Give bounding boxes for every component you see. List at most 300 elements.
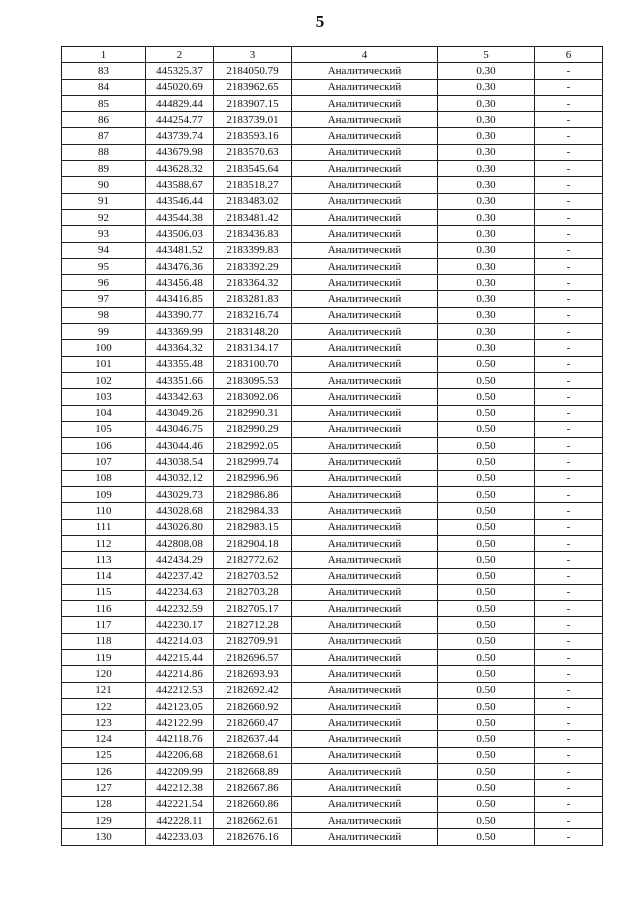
x-coordinate-cell: 442234.63 [146, 584, 214, 600]
description-cell: - [535, 209, 603, 225]
point-number-cell: 87 [62, 128, 146, 144]
table-row [62, 584, 603, 600]
table-row [62, 487, 603, 503]
description-cell: - [535, 796, 603, 812]
x-coordinate-cell: 442214.03 [146, 633, 214, 649]
method-cell: Аналитический [292, 731, 438, 747]
y-coordinate-cell: 2183095.53 [214, 372, 292, 388]
accuracy-cell: 0.50 [438, 405, 535, 421]
table-row [62, 307, 603, 323]
table-row [62, 193, 603, 209]
x-coordinate-cell: 443588.67 [146, 177, 214, 193]
accuracy-cell: 0.50 [438, 812, 535, 828]
accuracy-cell: 0.30 [438, 242, 535, 258]
description-cell: - [535, 128, 603, 144]
table-row [62, 454, 603, 470]
x-coordinate-cell: 442434.29 [146, 552, 214, 568]
x-coordinate-cell: 442808.08 [146, 535, 214, 551]
y-coordinate-cell: 2183518.27 [214, 177, 292, 193]
point-number-cell: 118 [62, 633, 146, 649]
table-row [62, 340, 603, 356]
point-number-cell: 124 [62, 731, 146, 747]
x-coordinate-cell: 445020.69 [146, 79, 214, 95]
y-coordinate-cell: 2182668.61 [214, 747, 292, 763]
page-number: 5 [315, 12, 325, 31]
y-coordinate-cell: 2182990.29 [214, 421, 292, 437]
description-cell: - [535, 144, 603, 160]
accuracy-cell: 0.50 [438, 503, 535, 519]
method-cell: Аналитический [292, 715, 438, 731]
table-row [62, 698, 603, 714]
x-coordinate-cell: 442122.99 [146, 715, 214, 731]
accuracy-cell: 0.50 [438, 552, 535, 568]
point-number-cell: 85 [62, 95, 146, 111]
y-coordinate-cell: 2183134.17 [214, 340, 292, 356]
table-row [62, 389, 603, 405]
x-coordinate-cell: 443506.03 [146, 226, 214, 242]
point-number-cell: 84 [62, 79, 146, 95]
description-cell: - [535, 633, 603, 649]
description-cell: - [535, 161, 603, 177]
y-coordinate-cell: 2182705.17 [214, 601, 292, 617]
y-coordinate-cell: 2183483.02 [214, 193, 292, 209]
description-cell: - [535, 389, 603, 405]
table-row [62, 747, 603, 763]
method-cell: Аналитический [292, 324, 438, 340]
y-coordinate-cell: 2183962.65 [214, 79, 292, 95]
table-row [62, 226, 603, 242]
y-coordinate-cell: 2182692.42 [214, 682, 292, 698]
point-number-cell: 113 [62, 552, 146, 568]
accuracy-cell: 0.50 [438, 829, 535, 845]
x-coordinate-cell: 443628.32 [146, 161, 214, 177]
description-cell: - [535, 470, 603, 486]
table-row [62, 242, 603, 258]
table-row [62, 503, 603, 519]
accuracy-cell: 0.30 [438, 63, 535, 79]
description-cell: - [535, 780, 603, 796]
table-row [62, 421, 603, 437]
method-cell: Аналитический [292, 796, 438, 812]
accuracy-cell: 0.50 [438, 568, 535, 584]
point-number-cell: 93 [62, 226, 146, 242]
method-cell: Аналитический [292, 389, 438, 405]
y-coordinate-cell: 2183392.29 [214, 258, 292, 274]
accuracy-cell: 0.50 [438, 454, 535, 470]
x-coordinate-cell: 443369.99 [146, 324, 214, 340]
accuracy-cell: 0.50 [438, 438, 535, 454]
accuracy-cell: 0.30 [438, 307, 535, 323]
description-cell: - [535, 112, 603, 128]
accuracy-cell: 0.50 [438, 372, 535, 388]
x-coordinate-cell: 442212.53 [146, 682, 214, 698]
point-number-cell: 116 [62, 601, 146, 617]
table-row [62, 209, 603, 225]
table-row [62, 715, 603, 731]
column-header-6: 6 [535, 47, 603, 63]
point-number-cell: 91 [62, 193, 146, 209]
accuracy-cell: 0.30 [438, 275, 535, 291]
y-coordinate-cell: 2182999.74 [214, 454, 292, 470]
point-number-cell: 106 [62, 438, 146, 454]
description-cell: - [535, 747, 603, 763]
x-coordinate-cell: 442221.54 [146, 796, 214, 812]
point-number-cell: 128 [62, 796, 146, 812]
x-coordinate-cell: 443038.54 [146, 454, 214, 470]
description-cell: - [535, 552, 603, 568]
method-cell: Аналитический [292, 568, 438, 584]
table-row [62, 372, 603, 388]
method-cell: Аналитический [292, 535, 438, 551]
x-coordinate-cell: 442232.59 [146, 601, 214, 617]
description-cell: - [535, 226, 603, 242]
accuracy-cell: 0.50 [438, 747, 535, 763]
y-coordinate-cell: 2182668.89 [214, 764, 292, 780]
table-row [62, 780, 603, 796]
table-row [62, 275, 603, 291]
description-cell: - [535, 340, 603, 356]
table-row [62, 291, 603, 307]
description-cell: - [535, 307, 603, 323]
description-cell: - [535, 535, 603, 551]
accuracy-cell: 0.50 [438, 649, 535, 665]
x-coordinate-cell: 443456.48 [146, 275, 214, 291]
description-cell: - [535, 95, 603, 111]
y-coordinate-cell: 2183148.20 [214, 324, 292, 340]
y-coordinate-cell: 2183281.83 [214, 291, 292, 307]
accuracy-cell: 0.50 [438, 764, 535, 780]
description-cell: - [535, 715, 603, 731]
x-coordinate-cell: 442118.76 [146, 731, 214, 747]
description-cell: - [535, 601, 603, 617]
accuracy-cell: 0.30 [438, 177, 535, 193]
description-cell: - [535, 275, 603, 291]
method-cell: Аналитический [292, 633, 438, 649]
accuracy-cell: 0.30 [438, 193, 535, 209]
method-cell: Аналитический [292, 747, 438, 763]
x-coordinate-cell: 443355.48 [146, 356, 214, 372]
point-number-cell: 111 [62, 519, 146, 535]
method-cell: Аналитический [292, 193, 438, 209]
coordinates-table [61, 46, 603, 846]
method-cell: Аналитический [292, 780, 438, 796]
accuracy-cell: 0.30 [438, 79, 535, 95]
x-coordinate-cell: 444254.77 [146, 112, 214, 128]
y-coordinate-cell: 2183593.16 [214, 128, 292, 144]
method-cell: Аналитический [292, 584, 438, 600]
table-row [62, 552, 603, 568]
point-number-cell: 119 [62, 649, 146, 665]
y-coordinate-cell: 2182996.96 [214, 470, 292, 486]
y-coordinate-cell: 2182662.61 [214, 812, 292, 828]
y-coordinate-cell: 2182667.86 [214, 780, 292, 796]
point-number-cell: 100 [62, 340, 146, 356]
point-number-cell: 123 [62, 715, 146, 731]
x-coordinate-cell: 442230.17 [146, 617, 214, 633]
point-number-cell: 115 [62, 584, 146, 600]
description-cell: - [535, 812, 603, 828]
description-cell: - [535, 519, 603, 535]
point-number-cell: 125 [62, 747, 146, 763]
point-number-cell: 122 [62, 698, 146, 714]
description-cell: - [535, 764, 603, 780]
method-cell: Аналитический [292, 764, 438, 780]
y-coordinate-cell: 2182696.57 [214, 649, 292, 665]
x-coordinate-cell: 443476.36 [146, 258, 214, 274]
x-coordinate-cell: 444829.44 [146, 95, 214, 111]
table-row [62, 161, 603, 177]
x-coordinate-cell: 443390.77 [146, 307, 214, 323]
table-row [62, 601, 603, 617]
table-row [62, 682, 603, 698]
y-coordinate-cell: 2182772.62 [214, 552, 292, 568]
x-coordinate-cell: 443049.26 [146, 405, 214, 421]
column-header-5: 5 [438, 47, 535, 63]
y-coordinate-cell: 2182660.92 [214, 698, 292, 714]
accuracy-cell: 0.50 [438, 698, 535, 714]
column-header-3: 3 [214, 47, 292, 63]
method-cell: Аналитический [292, 63, 438, 79]
accuracy-cell: 0.50 [438, 780, 535, 796]
method-cell: Аналитический [292, 470, 438, 486]
x-coordinate-cell: 443416.85 [146, 291, 214, 307]
table-row [62, 63, 603, 79]
x-coordinate-cell: 442123.05 [146, 698, 214, 714]
description-cell: - [535, 405, 603, 421]
point-number-cell: 103 [62, 389, 146, 405]
table-row [62, 764, 603, 780]
column-header-4: 4 [292, 47, 438, 63]
y-coordinate-cell: 2183907.15 [214, 95, 292, 111]
x-coordinate-cell: 442206.68 [146, 747, 214, 763]
y-coordinate-cell: 2183739.01 [214, 112, 292, 128]
y-coordinate-cell: 2183100.70 [214, 356, 292, 372]
x-coordinate-cell: 443044.46 [146, 438, 214, 454]
x-coordinate-cell: 442233.03 [146, 829, 214, 845]
point-number-cell: 117 [62, 617, 146, 633]
method-cell: Аналитический [292, 177, 438, 193]
table-row [62, 79, 603, 95]
point-number-cell: 120 [62, 666, 146, 682]
description-cell: - [535, 356, 603, 372]
y-coordinate-cell: 2182676.16 [214, 829, 292, 845]
table-row [62, 405, 603, 421]
y-coordinate-cell: 2182709.91 [214, 633, 292, 649]
y-coordinate-cell: 2182904.18 [214, 535, 292, 551]
y-coordinate-cell: 2182986.86 [214, 487, 292, 503]
table-row [62, 617, 603, 633]
column-header-2: 2 [146, 47, 214, 63]
method-cell: Аналитический [292, 666, 438, 682]
accuracy-cell: 0.50 [438, 666, 535, 682]
accuracy-cell: 0.30 [438, 340, 535, 356]
description-cell: - [535, 258, 603, 274]
accuracy-cell: 0.50 [438, 519, 535, 535]
y-coordinate-cell: 2184050.79 [214, 63, 292, 79]
method-cell: Аналитический [292, 421, 438, 437]
method-cell: Аналитический [292, 275, 438, 291]
description-cell: - [535, 438, 603, 454]
method-cell: Аналитический [292, 372, 438, 388]
x-coordinate-cell: 442228.11 [146, 812, 214, 828]
x-coordinate-cell: 443029.73 [146, 487, 214, 503]
y-coordinate-cell: 2182703.28 [214, 584, 292, 600]
method-cell: Аналитический [292, 79, 438, 95]
table-row [62, 796, 603, 812]
description-cell: - [535, 79, 603, 95]
point-number-cell: 94 [62, 242, 146, 258]
description-cell: - [535, 584, 603, 600]
description-cell: - [535, 829, 603, 845]
point-number-cell: 92 [62, 209, 146, 225]
point-number-cell: 95 [62, 258, 146, 274]
method-cell: Аналитический [292, 356, 438, 372]
point-number-cell: 88 [62, 144, 146, 160]
accuracy-cell: 0.50 [438, 535, 535, 551]
accuracy-cell: 0.30 [438, 161, 535, 177]
x-coordinate-cell: 442237.42 [146, 568, 214, 584]
description-cell: - [535, 503, 603, 519]
point-number-cell: 126 [62, 764, 146, 780]
y-coordinate-cell: 2182983.15 [214, 519, 292, 535]
method-cell: Аналитический [292, 438, 438, 454]
table-row [62, 177, 603, 193]
description-cell: - [535, 731, 603, 747]
method-cell: Аналитический [292, 503, 438, 519]
point-number-cell: 89 [62, 161, 146, 177]
method-cell: Аналитический [292, 812, 438, 828]
table-body [62, 63, 603, 845]
method-cell: Аналитический [292, 698, 438, 714]
point-number-cell: 104 [62, 405, 146, 421]
y-coordinate-cell: 2182992.05 [214, 438, 292, 454]
table-row [62, 356, 603, 372]
y-coordinate-cell: 2182660.47 [214, 715, 292, 731]
y-coordinate-cell: 2183570.63 [214, 144, 292, 160]
point-number-cell: 114 [62, 568, 146, 584]
point-number-cell: 129 [62, 812, 146, 828]
description-cell: - [535, 617, 603, 633]
method-cell: Аналитический [292, 519, 438, 535]
y-coordinate-cell: 2183399.83 [214, 242, 292, 258]
method-cell: Аналитический [292, 487, 438, 503]
y-coordinate-cell: 2183092.06 [214, 389, 292, 405]
method-cell: Аналитический [292, 649, 438, 665]
y-coordinate-cell: 2182984.33 [214, 503, 292, 519]
method-cell: Аналитический [292, 161, 438, 177]
y-coordinate-cell: 2182693.93 [214, 666, 292, 682]
x-coordinate-cell: 443342.63 [146, 389, 214, 405]
point-number-cell: 121 [62, 682, 146, 698]
description-cell: - [535, 421, 603, 437]
accuracy-cell: 0.50 [438, 682, 535, 698]
point-number-cell: 97 [62, 291, 146, 307]
accuracy-cell: 0.30 [438, 144, 535, 160]
point-number-cell: 108 [62, 470, 146, 486]
description-cell: - [535, 63, 603, 79]
method-cell: Аналитический [292, 128, 438, 144]
y-coordinate-cell: 2183364.32 [214, 275, 292, 291]
accuracy-cell: 0.30 [438, 226, 535, 242]
table-row [62, 666, 603, 682]
x-coordinate-cell: 443351.66 [146, 372, 214, 388]
method-cell: Аналитический [292, 307, 438, 323]
point-number-cell: 99 [62, 324, 146, 340]
description-cell: - [535, 698, 603, 714]
method-cell: Аналитический [292, 242, 438, 258]
point-number-cell: 101 [62, 356, 146, 372]
description-cell: - [535, 177, 603, 193]
x-coordinate-cell: 443546.44 [146, 193, 214, 209]
description-cell: - [535, 649, 603, 665]
x-coordinate-cell: 443679.98 [146, 144, 214, 160]
point-number-cell: 107 [62, 454, 146, 470]
method-cell: Аналитический [292, 829, 438, 845]
table-row [62, 829, 603, 845]
y-coordinate-cell: 2182990.31 [214, 405, 292, 421]
description-cell: - [535, 324, 603, 340]
point-number-cell: 105 [62, 421, 146, 437]
y-coordinate-cell: 2183545.64 [214, 161, 292, 177]
x-coordinate-cell: 442212.38 [146, 780, 214, 796]
table-row [62, 258, 603, 274]
accuracy-cell: 0.50 [438, 617, 535, 633]
method-cell: Аналитический [292, 95, 438, 111]
point-number-cell: 130 [62, 829, 146, 845]
description-cell: - [535, 568, 603, 584]
description-cell: - [535, 487, 603, 503]
table-row [62, 649, 603, 665]
description-cell: - [535, 682, 603, 698]
x-coordinate-cell: 442209.99 [146, 764, 214, 780]
table-header-row [62, 47, 603, 63]
accuracy-cell: 0.50 [438, 715, 535, 731]
y-coordinate-cell: 2182660.86 [214, 796, 292, 812]
point-number-cell: 102 [62, 372, 146, 388]
point-number-cell: 110 [62, 503, 146, 519]
point-number-cell: 112 [62, 535, 146, 551]
table-row [62, 144, 603, 160]
x-coordinate-cell: 443046.75 [146, 421, 214, 437]
x-coordinate-cell: 445325.37 [146, 63, 214, 79]
column-header-1: 1 [62, 47, 146, 63]
table-row [62, 324, 603, 340]
table-row [62, 633, 603, 649]
x-coordinate-cell: 442214.86 [146, 666, 214, 682]
table-row [62, 519, 603, 535]
x-coordinate-cell: 443026.80 [146, 519, 214, 535]
point-number-cell: 83 [62, 63, 146, 79]
y-coordinate-cell: 2183481.42 [214, 209, 292, 225]
method-cell: Аналитический [292, 601, 438, 617]
method-cell: Аналитический [292, 340, 438, 356]
accuracy-cell: 0.30 [438, 128, 535, 144]
point-number-cell: 127 [62, 780, 146, 796]
description-cell: - [535, 372, 603, 388]
accuracy-cell: 0.50 [438, 731, 535, 747]
accuracy-cell: 0.50 [438, 796, 535, 812]
table-row [62, 128, 603, 144]
method-cell: Аналитический [292, 405, 438, 421]
method-cell: Аналитический [292, 226, 438, 242]
method-cell: Аналитический [292, 682, 438, 698]
x-coordinate-cell: 443032.12 [146, 470, 214, 486]
accuracy-cell: 0.30 [438, 291, 535, 307]
y-coordinate-cell: 2183436.83 [214, 226, 292, 242]
description-cell: - [535, 291, 603, 307]
description-cell: - [535, 454, 603, 470]
accuracy-cell: 0.30 [438, 209, 535, 225]
